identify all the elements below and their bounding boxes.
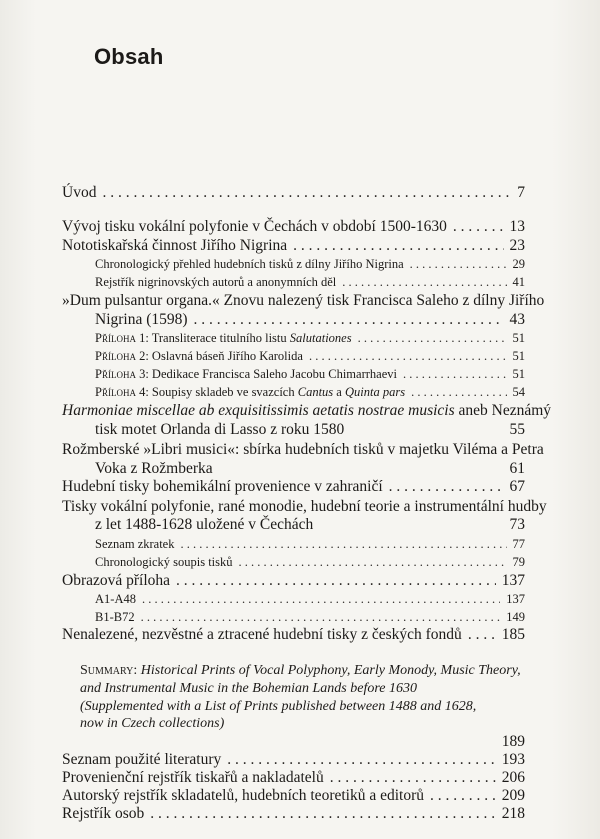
toc-page-number: 209 (501, 787, 525, 804)
toc-entry-rejstrik-osob (62, 805, 525, 823)
toc-entry-label: A1-A48 (95, 592, 136, 606)
toc-entry-hudebni (62, 478, 525, 496)
toc-entry-label: Seznam použité literatury (62, 751, 222, 768)
toc-entry-label: Příloha 3: Dedikace Francisca Saleho Jacobu Chimarrhaevi (95, 367, 397, 381)
toc-entry-nenalezene (62, 626, 525, 644)
toc-entry-label: Vývoj tisku vokální polyfonie v Čechách v období 1500-1630 (62, 218, 447, 235)
toc-entry-label: Hudební tisky bohemikální provenience v zahraničí (62, 478, 383, 495)
toc-entry-label: Příloha 4: Soupisy skladeb ve svazcích Cantus a Quinta pars (95, 385, 406, 399)
toc-page-number: 7 (517, 184, 525, 201)
toc-entry-label: Seznam zkratek (95, 537, 175, 551)
toc-entry-label: Příloha 2: Oslavná báseň Jiřího Karolida (95, 349, 303, 363)
toc-entry-label: Rejstřík osob (62, 805, 145, 822)
toc-entry-label: Autorský rejstřík skladatelů, hudebních teoretiků a editorů (62, 787, 425, 804)
toc-subentry-priloha-2 (95, 349, 525, 364)
dot-leader (453, 218, 504, 236)
toc-page-number: 54 (512, 385, 525, 399)
toc-entry-label: Provenienční rejstřík tiskařů a nakladatelů (62, 769, 324, 786)
toc-subentry-chrono-soupis (95, 555, 525, 570)
toc-page-number: 51 (512, 367, 525, 381)
toc-entry-obrazova (62, 572, 525, 590)
dot-leader (430, 787, 496, 805)
toc-page-number: 185 (501, 626, 525, 643)
dot-leader (293, 237, 503, 255)
toc-entry-seznam-literatury (62, 751, 525, 769)
dot-leader (180, 537, 506, 552)
dot-leader (150, 805, 496, 823)
dot-leader (227, 751, 496, 769)
toc-page-number: 193 (501, 751, 525, 768)
toc-subentry-seznam-zkratek (95, 537, 525, 552)
dot-leader (403, 367, 507, 382)
toc-page-number: 61 (509, 460, 525, 477)
toc-page-number: 206 (501, 769, 525, 786)
toc-entry-harmoniae-line1: Harmoniae miscellae ab exquisitissimis aetatis nostrae musicis aneb Neznámý (62, 402, 552, 419)
toc-subentry-priloha-4 (95, 385, 525, 400)
dot-leader (102, 184, 511, 202)
toc-entry-dum-line2 (95, 311, 525, 329)
toc-subentry-rejstrik-nig (95, 275, 525, 290)
priloha-prefix: Příloha (95, 367, 136, 381)
toc-entry-label: Úvod (62, 184, 97, 201)
toc-page-number: 13 (509, 218, 525, 235)
toc-entry-label: B1-B72 (95, 610, 135, 624)
priloha-prefix: Příloha (95, 385, 136, 399)
toc-entry-nototisk (62, 237, 525, 255)
toc-entry-label: Chronologický přehled hudebních tisků z dílny Jiřího Nigrina (95, 257, 404, 271)
dot-leader (342, 275, 506, 290)
priloha-prefix: Příloha (95, 331, 136, 345)
toc-entry-tisky-line1: Tisky vokální polyfonie, rané monodie, hudební teorie a instrumentální hudby (62, 498, 547, 515)
toc-entry-rozmberske-line1: Rožmberské »Libri musici«: sbírka hudebních tisků v majetku Viléma a Petra (62, 441, 544, 458)
dot-leader (309, 349, 507, 364)
toc-entry-rozmberske-line2: Voka z Rožmberka (95, 460, 213, 477)
toc-page-number: 77 (512, 537, 525, 551)
toc-subentry-a1 (95, 592, 525, 607)
dot-leader (330, 769, 496, 787)
toc-entry-summary-line4: now in Czech collections) (80, 716, 225, 731)
toc-entry-autorsky (62, 787, 525, 805)
toc-page-number: 189 (501, 733, 525, 750)
toc-page-number: 51 (512, 331, 525, 345)
toc-page-number: 51 (512, 349, 525, 363)
toc-subentry-priloha-1 (95, 331, 525, 346)
toc-entry-label: Nigrina (1598) (95, 311, 188, 328)
priloha-prefix: Příloha (95, 349, 136, 363)
toc-page-number: 137 (501, 572, 525, 589)
toc-page-number: 29 (512, 257, 525, 271)
toc-entry-label: Příloha 1: Transliterace titulního listu Salutationes (95, 331, 352, 345)
toc-page-number: 218 (501, 805, 525, 822)
toc-page-number: 41 (512, 275, 525, 289)
summary-label: Summary: (80, 663, 138, 678)
toc-entry-label: Obrazová příloha (62, 572, 171, 589)
toc-entry-summary-line2: and Instrumental Music in the Bohemian Lands before 1630 (80, 681, 418, 696)
dot-leader (141, 610, 501, 625)
toc-entry-provenience (62, 769, 525, 787)
toc-entry-label: Nototiskařská činnost Jiřího Nigrina (62, 237, 288, 254)
toc-entry-vyvoj (62, 218, 525, 236)
toc-entry-summary-line1: Summary: Historical Prints of Vocal Polyphony, Early Monody, Music Theory, (80, 663, 521, 678)
toc-page-number: 55 (509, 421, 525, 438)
toc-entry-tisky-line2: z let 1488-1628 uložené v Čechách (95, 516, 314, 533)
dot-leader (389, 478, 504, 496)
toc-page-number: 149 (506, 610, 525, 624)
toc-entry-harmoniae-line2: tisk motet Orlanda di Lasso z roku 1580 (95, 421, 345, 438)
dot-leader (176, 572, 496, 590)
dot-leader (142, 592, 500, 607)
dot-leader (468, 626, 496, 644)
dot-leader (358, 331, 507, 346)
toc-subentry-priloha-3 (95, 367, 525, 382)
toc-entry-label: Nenalezené, nezvěstné a ztracené hudební tisky z českých fondů (62, 626, 462, 643)
toc-entry-uvod (62, 184, 525, 202)
dot-leader (411, 385, 506, 400)
toc-page-number: 67 (509, 478, 525, 495)
dot-leader (194, 311, 504, 329)
toc-page-number: 73 (509, 516, 525, 533)
toc-entry-dum-line1: »Dum pulsantur organa.« Znovu nalezený tisk Francisca Saleho z dílny Jiřího (62, 292, 545, 309)
toc-page-number: 79 (512, 555, 525, 569)
toc-subentry-chrono (95, 257, 525, 272)
dot-leader (410, 257, 507, 272)
toc-page-number: 23 (509, 237, 525, 254)
toc-entry-summary-line3: (Supplemented with a List of Prints published between 1488 and 1628, (80, 699, 477, 714)
toc-subentry-b1 (95, 610, 525, 625)
toc-page-number: 137 (506, 592, 525, 606)
dot-leader (239, 555, 507, 570)
page-title: Obsah (94, 44, 164, 69)
toc-entry-label: Chronologický soupis tisků (95, 555, 233, 569)
toc-entry-label: Rejstřík nigrinovských autorů a anonymních děl (95, 275, 337, 289)
toc-page-number: 43 (509, 311, 525, 328)
